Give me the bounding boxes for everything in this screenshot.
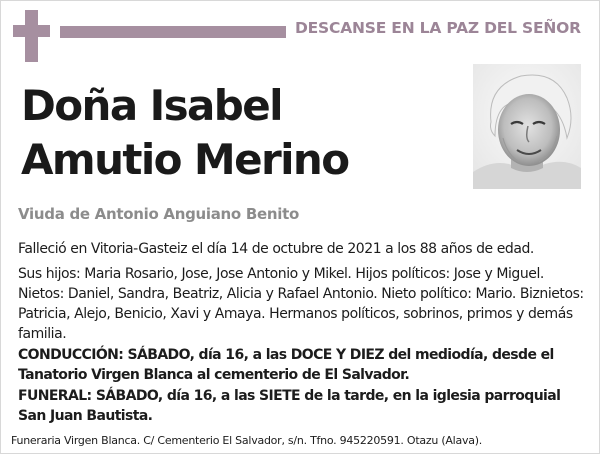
header-band (60, 26, 286, 38)
portrait-image (473, 64, 581, 189)
header-title: DESCANSE EN LA PAZ DEL SEÑOR (295, 19, 581, 37)
deceased-name (21, 79, 461, 187)
conduccion-notice: CONDUCCIÓN: SÁBADO, día 16, a las DOCE Y DIEZ del mediodía, desde el Tanatorio Virgen Blanca al cementerio de El Salvador. (18, 347, 554, 383)
cross-icon (13, 10, 49, 62)
name-line-1: Doña Isabel (21, 81, 282, 130)
portrait-photo (473, 64, 581, 189)
obituary-body (18, 239, 588, 426)
widow-of-line: Viuda de Antonio Anguiano Benito (18, 205, 299, 223)
funeral-notice: FUNERAL: SÁBADO, día 16, a las SIETE de la tarde, en la iglesia parroquial San Juan Bautista. (18, 388, 561, 424)
passing-statement: Falleció en Vitoria-Gasteiz el día 14 de octubre de 2021 a los 88 años de edad. (18, 241, 534, 257)
funeral-home-footer: Funeraria Virgen Blanca. C/ Cementerio El Salvador, s/n. Tfno. 945220591. Otazu (Alava). (11, 434, 483, 447)
relatives-list: Sus hijos: Maria Rosario, Jose, Jose Antonio y Mikel. Hijos políticos: Jose y Miguel. Nietos: Daniel, Sandra, Beatriz, Alicia y Rafael Antonio. Nieto político: Mario. Biznietos: Patricia, Alejo, Benicio, Xavi y Amaya. Hermanos políticos, sobrinos, primos y demás familia. (18, 266, 584, 342)
name-line-2: Amutio Merino (21, 135, 349, 184)
